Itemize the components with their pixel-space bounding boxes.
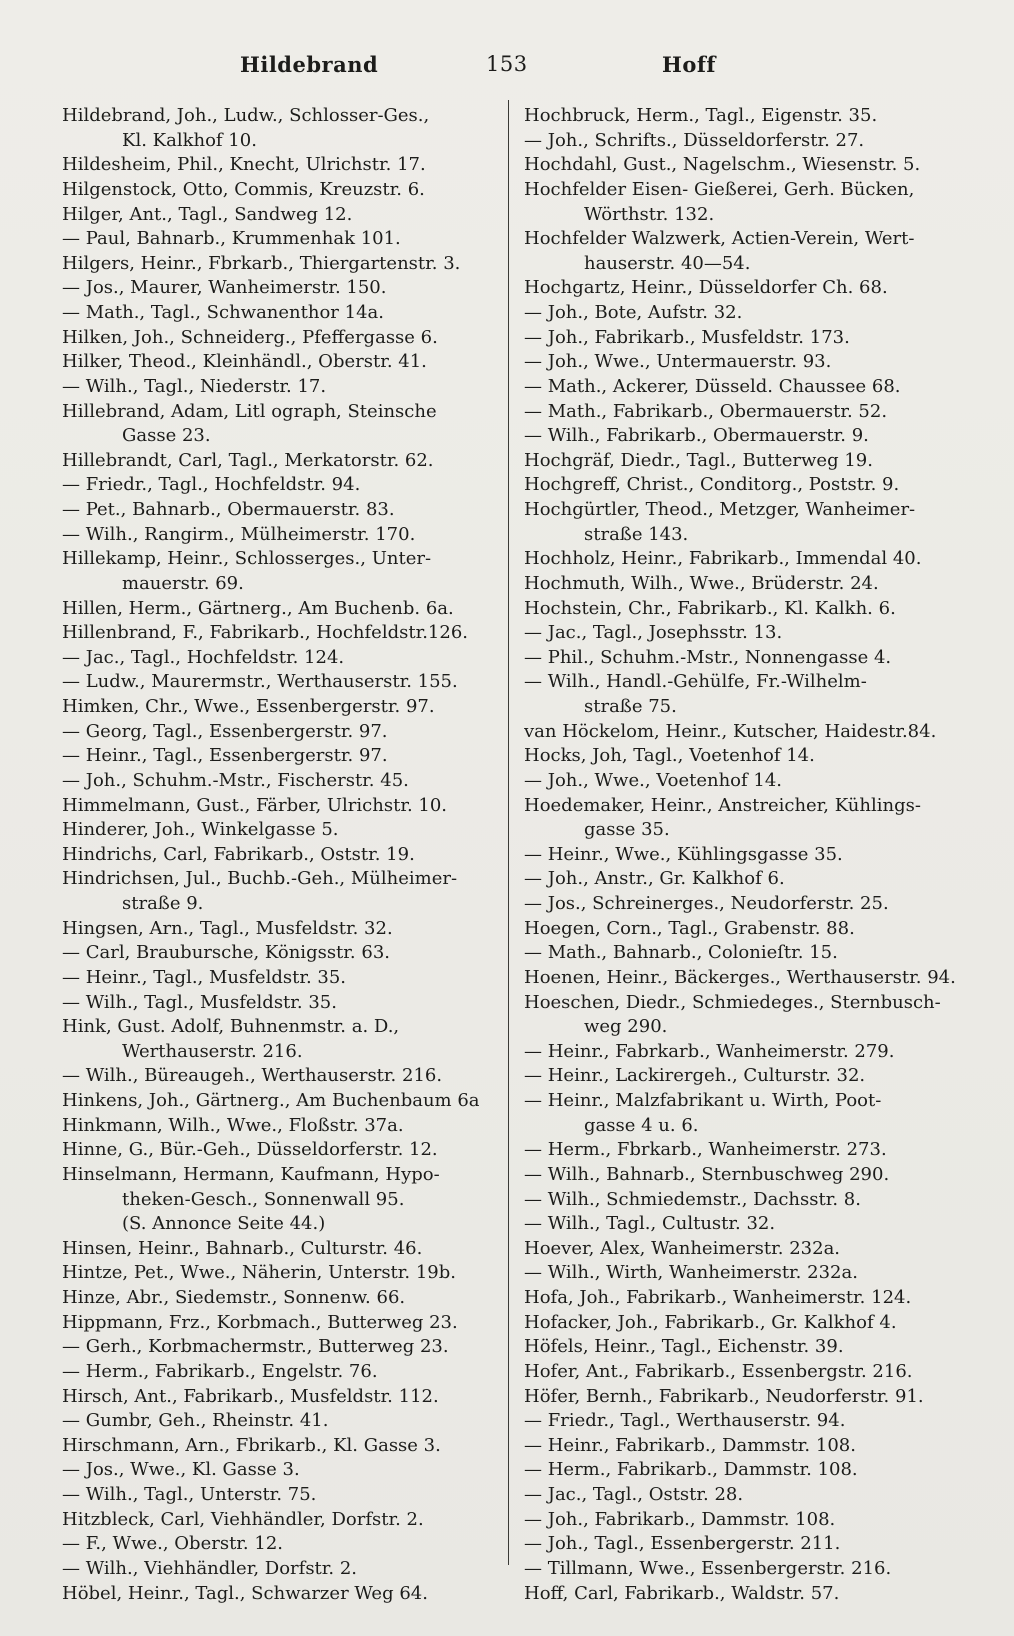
directory-entry-line: Himmelmann, Gust., Färber, Ulrichstr. 10.	[62, 794, 448, 816]
directory-entry-line: — Joh., Wwe., Untermauerstr. 93.	[524, 351, 832, 373]
directory-entry-line: Hochgreff, Christ., Conditorg., Poststr. 9.	[524, 474, 900, 496]
directory-entry-line: Höfer, Bernh., Fabrikarb., Neudorferstr. 91.	[524, 1385, 924, 1407]
directory-entry-line: — Heinr., Wwe., Kühlingsgasse 35.	[524, 843, 843, 865]
directory-entry-line: Hochstein, Chr., Fabrikarb., Kl. Kalkh. 6.	[524, 597, 896, 619]
directory-entry-line: Hink, Gust. Adolf, Buhnenmstr. a. D.,	[62, 1016, 400, 1038]
directory-entry-line: Hinne, G., Bür.-Geh., Düsseldorferstr. 12.	[62, 1139, 438, 1161]
directory-entry-line: Hirschmann, Arn., Fbrikarb., Kl. Gasse 3.	[62, 1434, 441, 1456]
directory-entry-line: — Pet., Bahnarb., Obermauerstr. 83.	[62, 499, 395, 520]
directory-entry-line: — Math., Bahnarb., Colonieſtr. 15.	[524, 942, 838, 964]
entry-continuation-line: Werthauserstr. 216.	[122, 1040, 303, 1062]
directory-entry-line: Hochmuth, Wilh., Wwe., Brüderstr. 24.	[524, 572, 879, 594]
directory-entry-line: Hitzbleck, Carl, Viehhändler, Dorfstr. 2.	[62, 1508, 424, 1530]
directory-entry-line: Hillekamp, Heinr., Schlosserges., Unter-	[62, 548, 432, 570]
entry-continuation-line: Gasse 23.	[122, 425, 211, 447]
entry-continuation-line: (S. Annonce Seite 44.)	[122, 1213, 326, 1235]
directory-entry-line: — F., Wwe., Oberstr. 12.	[62, 1533, 284, 1555]
directory-entry-line: Hildebrand, Joh., Ludw., Schlosser-Ges.,	[62, 105, 430, 126]
directory-entry-line: — Wilh., Wirth, Wanheimerstr. 232a.	[524, 1262, 858, 1284]
left-column	[62, 104, 500, 1606]
directory-entry-line: — Wilh., Tagl., Niederstr. 17.	[62, 375, 327, 397]
directory-entry-line: — Heinr., Malzfabrikant u. Wirth, Poot-	[524, 1090, 882, 1111]
directory-entry-line: — Phil., Schuhm.-Mstr., Nonnengasse 4.	[524, 646, 892, 668]
directory-entry-line: — Herm., Fbrkarb., Wanheimerstr. 273.	[524, 1139, 887, 1161]
directory-entry-line: Hoff, Carl, Fabrikarb., Waldstr. 57.	[524, 1582, 840, 1604]
directory-entry-line: — Math., Fabrikarb., Obermauerstr. 52.	[524, 400, 888, 422]
column-divider	[508, 100, 509, 1565]
directory-entry-line: Hilken, Joh., Schneiderg., Pfeffergasse 6.	[62, 326, 438, 348]
directory-entry-line: — Wilh., Tagl., Musfeldstr. 35.	[62, 991, 337, 1013]
directory-entry-line: — Joh., Fabrikarb., Dammstr. 108.	[524, 1508, 836, 1530]
directory-entry-line: — Wilh., Rangirm., Mülheimerstr. 170.	[62, 523, 416, 545]
directory-entry-line: Hinsen, Heinr., Bahnarb., Culturstr. 46.	[62, 1237, 423, 1259]
directory-entry-line: Höbel, Heinr., Tagl., Schwarzer Weg 64.	[62, 1582, 428, 1604]
directory-entry-line: — Heinr., Tagl., Essenbergerstr. 97.	[62, 745, 388, 767]
directory-entry-line: — Jos., Wwe., Kl. Gasse 3.	[62, 1459, 300, 1481]
directory-entry-line: — Gerh., Korbmachermstr., Butterweg 23.	[62, 1336, 449, 1358]
directory-entry-line: — Gumbr, Geh., Rheinstr. 41.	[62, 1410, 329, 1432]
directory-entry-line: Hintze, Pet., Wwe., Näherin, Unterstr. 19b.	[62, 1262, 457, 1284]
directory-entry-line: — Jac., Tagl., Josephsstr. 13.	[524, 622, 783, 644]
directory-entry-line: Hildesheim, Phil., Knecht, Ulrichstr. 17.	[62, 154, 426, 176]
directory-entry-line: — Joh., Schuhm.-Mstr., Fischerstr. 45.	[62, 769, 409, 791]
directory-entry-line: — Wilh., Schmiedemstr., Dachsstr. 8.	[524, 1188, 861, 1210]
directory-entry-line: Hoeschen, Diedr., Schmiedeges., Sternbusch-	[524, 991, 941, 1013]
page-header	[0, 52, 1014, 92]
directory-entry-line: Hofer, Ant., Fabrikarb., Essenbergstr. 216.	[524, 1360, 913, 1382]
directory-entry-line: — Jos., Schreinerges., Neudorferstr. 25.	[524, 893, 889, 914]
directory-entry-line: Hochfelder Eisen- Gießerei, Gerh. Bücken,	[524, 178, 915, 200]
directory-entry-line: Hochgräf, Diedr., Tagl., Butterweg 19.	[524, 449, 873, 471]
directory-entry-line: — Math., Tagl., Schwanenthor 14a.	[62, 302, 384, 323]
directory-entry-line: Hoegen, Corn., Tagl., Grabenstr. 88.	[524, 917, 855, 939]
directory-entry-line: — Tillmann, Wwe., Essenbergerstr. 216.	[524, 1557, 892, 1579]
directory-entry-line: Hilger, Ant., Tagl., Sandweg 12.	[62, 203, 353, 225]
directory-entry-line: — Joh., Wwe., Voetenhof 14.	[524, 769, 783, 791]
directory-entry-line: — Wilh., Tagl., Unterstr. 75.	[62, 1484, 317, 1505]
directory-entry-line: Hoedemaker, Heinr., Anstreicher, Kühlings-	[524, 794, 921, 816]
directory-entry-line: Hindrichs, Carl, Fabrikarb., Oststr. 19.	[62, 843, 415, 865]
directory-entry-line: — Joh., Anstr., Gr. Kalkhof 6.	[524, 868, 785, 890]
header-last-entry: Hoff	[662, 52, 716, 77]
directory-entry-line: — Wilh., Fabrikarb., Obermauerstr. 9.	[524, 425, 869, 447]
directory-entry-line: — Wilh., Büreaugeh., Werthauserstr. 216.	[62, 1065, 443, 1087]
directory-entry-line: — Jac., Tagl., Oststr. 28.	[524, 1484, 744, 1505]
header-first-entry: Hildebrand	[240, 52, 379, 77]
directory-entry-line: Hinselmann, Hermann, Kaufmann, Hypo-	[62, 1163, 440, 1185]
directory-entry-line: Hocks, Joh, Tagl., Voetenhof 14.	[524, 745, 815, 767]
directory-entry-line: — Joh., Fabrikarb., Musfeldstr. 173.	[524, 326, 850, 348]
directory-entry-line: — Jos., Maurer, Wanheimerstr. 150.	[62, 277, 387, 299]
directory-entry-line: Hochholz, Heinr., Fabrikarb., Immendal 40.	[524, 548, 922, 570]
directory-entry-line: Hillebrandt, Carl, Tagl., Merkatorstr. 62.	[62, 449, 434, 471]
directory-entry-line: Hochgürtler, Theod., Metzger, Wanheimer-	[524, 499, 916, 520]
directory-entry-line: — Heinr., Fabrikarb., Dammstr. 108.	[524, 1434, 856, 1456]
entry-continuation-line: straße 9.	[122, 893, 204, 914]
entry-continuation-line: theken-Gesch., Sonnenwall 95.	[122, 1188, 405, 1210]
directory-entry-line: Hochfelder Walzwerk, Actien-Verein, Wert-	[524, 228, 915, 250]
directory-entry-line: — Herm., Fabrikarb., Engelstr. 76.	[62, 1360, 378, 1382]
directory-entry-line: — Heinr., Lackirergeh., Culturstr. 32.	[524, 1065, 866, 1087]
directory-entry-line: — Carl, Braubursche, Königsstr. 63.	[62, 942, 390, 964]
directory-entry-line: Hinderer, Joh., Winkelgasse 5.	[62, 819, 339, 841]
directory-entry-line: — Georg, Tagl., Essenbergerstr. 97.	[62, 720, 388, 742]
directory-entry-line: Hindrichsen, Jul., Buchb.-Geh., Mülheimer-	[62, 868, 458, 890]
directory-entry-line: — Wilh., Viehhändler, Dorfstr. 2.	[62, 1557, 358, 1579]
directory-entry-line: Hinkmann, Wilh., Wwe., Floßstr. 37a.	[62, 1114, 404, 1136]
directory-entry-line: van Höckelom, Heinr., Kutscher, Haidestr.84.	[524, 720, 937, 742]
directory-entry-line: Hochbruck, Herm., Tagl., Eigenstr. 35.	[524, 105, 878, 126]
directory-entry-line: Hochgartz, Heinr., Düsseldorfer Ch. 68.	[524, 277, 888, 299]
directory-entry-line: Hilgers, Heinr., Fbrkarb., Thiergartenstr. 3.	[62, 252, 461, 274]
directory-entry-line: Hingsen, Arn., Tagl., Musfeldstr. 32.	[62, 917, 393, 939]
directory-entry-line: — Paul, Bahnarb., Krummenhak 101.	[62, 228, 401, 250]
directory-entry-line: Hillen, Herm., Gärtnerg., Am Buchenb. 6a.	[62, 597, 454, 619]
directory-entry-line: Höfels, Heinr., Tagl., Eichenstr. 39.	[524, 1336, 844, 1358]
directory-entry-line: Hillebrand, Adam, Litl ograph, Steinsche	[62, 400, 437, 422]
entry-continuation-line: gasse 35.	[584, 819, 670, 841]
directory-entry-line: — Heinr., Tagl., Musfeldstr. 35.	[62, 966, 347, 988]
directory-entry-line: Hoever, Alex, Wanheimerstr. 232a.	[524, 1237, 841, 1259]
directory-entry-line: Hippmann, Frz., Korbmach., Butterweg 23.	[62, 1311, 458, 1333]
directory-entry-line: — Joh., Bote, Aufstr. 32.	[524, 302, 743, 323]
directory-entry-line: Hilker, Theod., Kleinhändl., Oberstr. 41.	[62, 351, 427, 373]
directory-entry-line: — Heinr., Fabrkarb., Wanheimerstr. 279.	[524, 1040, 895, 1062]
entry-continuation-line: straße 143.	[584, 523, 689, 545]
directory-entry-line: — Friedr., Tagl., Hochfeldstr. 94.	[62, 474, 361, 496]
entry-continuation-line: hauserstr. 40—54.	[584, 252, 751, 274]
directory-entry-line: — Math., Ackerer, Düsseld. Chaussee 68.	[524, 375, 901, 397]
directory-entry-line: Hoenen, Heinr., Bäckerges., Werthauserstr. 94.	[524, 966, 956, 988]
directory-entry-line: Himken, Chr., Wwe., Essenbergerstr. 97.	[62, 696, 435, 717]
entry-continuation-line: weg 290.	[584, 1016, 668, 1038]
directory-entry-line: Hirsch, Ant., Fabrikarb., Musfeldstr. 112.	[62, 1385, 439, 1407]
directory-entry-line: — Ludw., Maurermstr., Werthauserstr. 155.	[62, 671, 458, 693]
directory-entry-line: — Friedr., Tagl., Werthauserstr. 94.	[524, 1410, 846, 1432]
right-column	[524, 104, 964, 1606]
directory-entry-line: — Wilh., Tagl., Cultustr. 32.	[524, 1213, 776, 1235]
entry-continuation-line: Wörthstr. 132.	[584, 203, 715, 225]
directory-entry-line: Hofacker, Joh., Fabrikarb., Gr. Kalkhof 4.	[524, 1311, 897, 1333]
directory-entry-line: Hofa, Joh., Fabrikarb., Wanheimerstr. 124.	[524, 1287, 912, 1308]
directory-entry-line: Hochdahl, Gust., Nagelschm., Wiesenstr. 5.	[524, 154, 921, 176]
directory-entry-line: — Wilh., Bahnarb., Sternbuschweg 290.	[524, 1163, 890, 1185]
directory-entry-line: Hillenbrand, F., Fabrikarb., Hochfeldstr.126.	[62, 622, 468, 644]
directory-entry-line: — Wilh., Handl.-Gehülfe, Fr.-Wilhelm-	[524, 671, 867, 693]
directory-entry-line: Hilgenstock, Otto, Commis, Kreuzstr. 6.	[62, 178, 425, 200]
directory-entry-line: Hinkens, Joh., Gärtnerg., Am Buchenbaum 6a	[62, 1090, 480, 1111]
entry-continuation-line: straße 75.	[584, 696, 677, 717]
directory-entry-line: — Jac., Tagl., Hochfeldstr. 124.	[62, 646, 345, 668]
page-number: 153	[486, 52, 528, 76]
entry-continuation-line: mauerstr. 69.	[122, 572, 244, 594]
directory-entry-line: — Joh., Schrifts., Düsseldorferstr. 27.	[524, 129, 865, 151]
directory-entry-line: — Herm., Fabrikarb., Dammstr. 108.	[524, 1459, 858, 1481]
directory-entry-line: — Joh., Tagl., Essenbergerstr. 211.	[524, 1533, 841, 1555]
entry-continuation-line: Kl. Kalkhof 10.	[122, 129, 257, 151]
directory-entry-line: Hinze, Abr., Siedemstr., Sonnenw. 66.	[62, 1287, 406, 1308]
entry-continuation-line: gasse 4 u. 6.	[584, 1114, 699, 1136]
